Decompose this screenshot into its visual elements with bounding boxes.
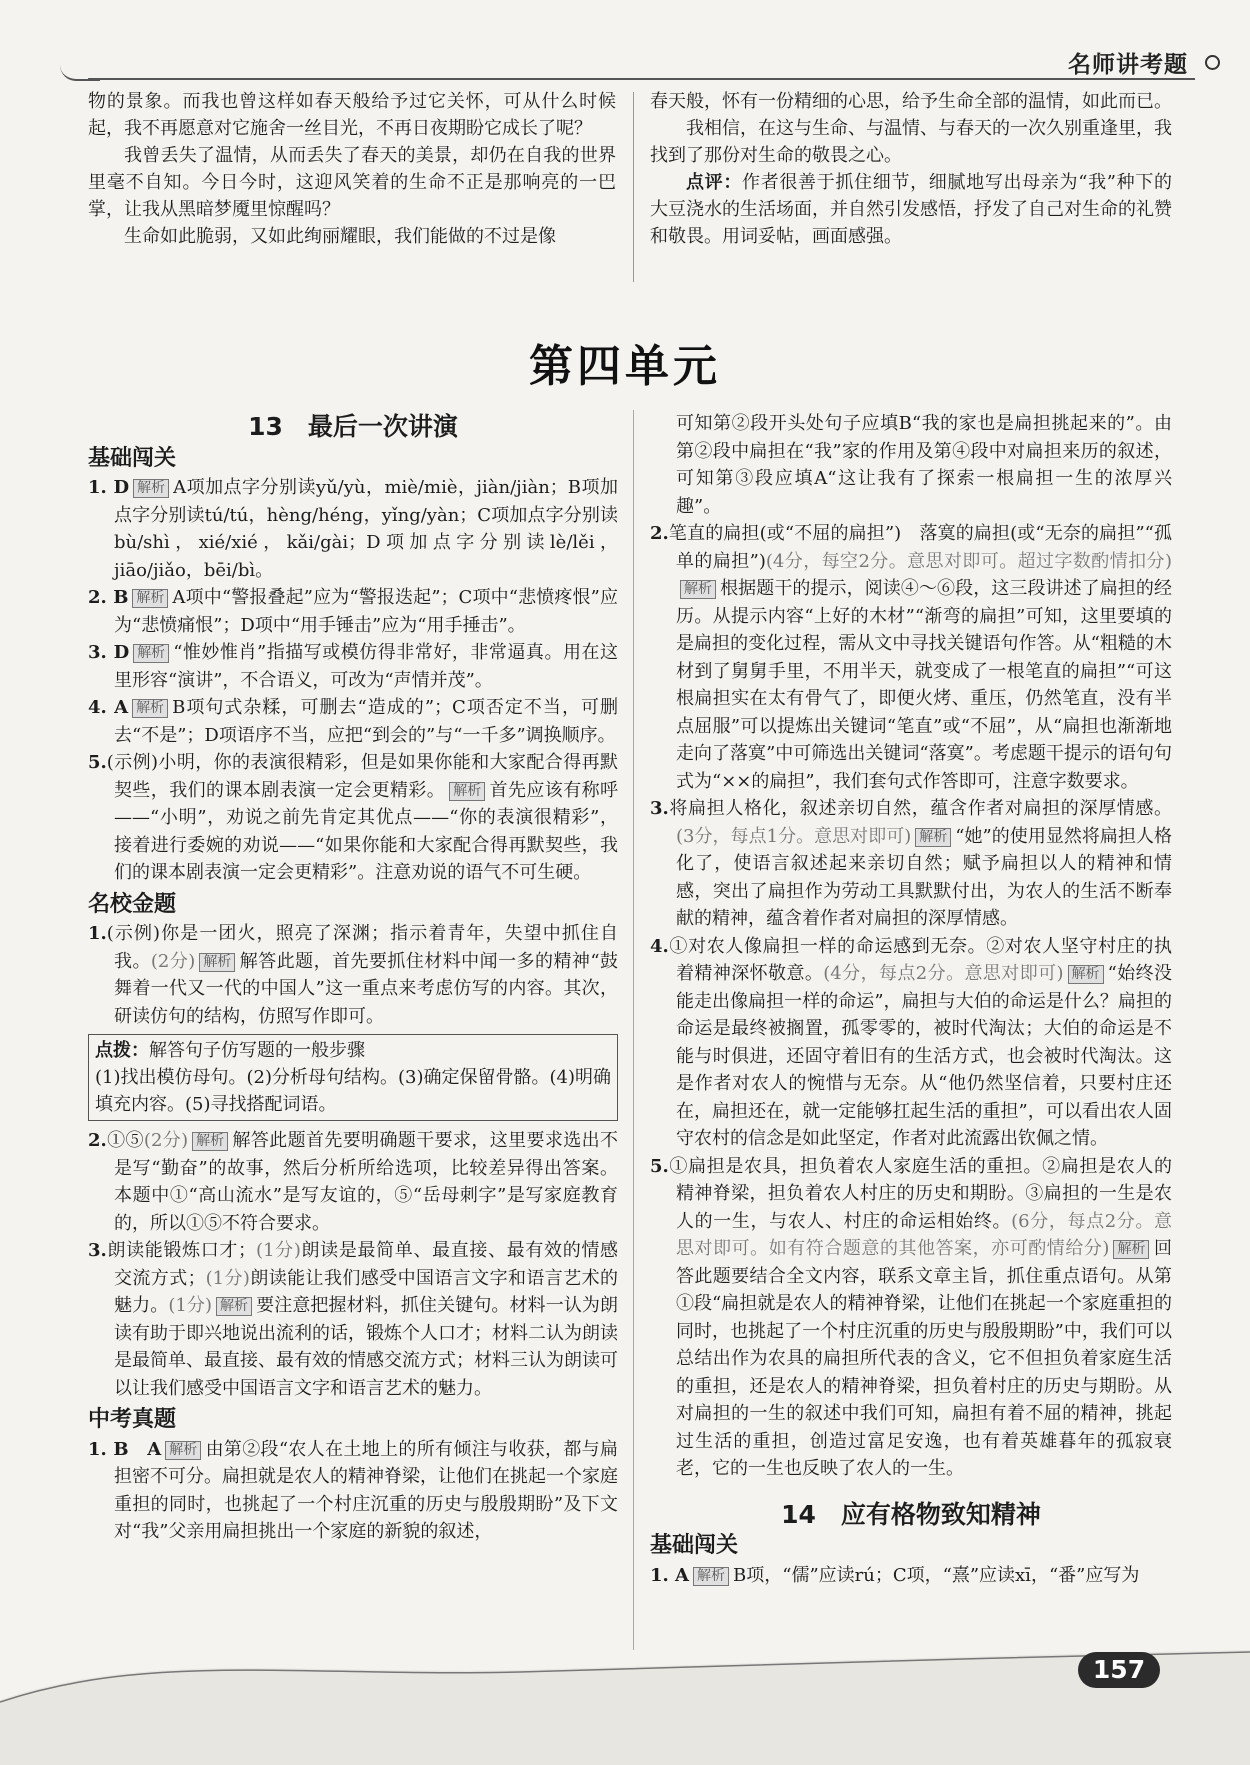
page-number: 157: [1078, 1652, 1160, 1688]
tip-box: [88, 1034, 618, 1121]
column-divider: [633, 410, 634, 1650]
answer-continuation: 可知第②段开头处句子应填B“我的家也是扁担挑起来的”。由第②段中扁担在“我”家的作用及第④段中对扁担来历的叙述，可知第③段应填A“这让我有了探索一根扁担一生的浓厚兴趣”。: [676, 413, 1172, 517]
unit-title: 第四单元: [529, 341, 721, 392]
answer-item: 2.笔直的扁担(或“不屈的扁担”) 落寞的扁担(或“无奈的扁担”“孤单的扁担”)(4分，每空2分。意思对即可。超过字数酌情扣分)解析 根据题干的提示，阅读④～⑥段，这三段讲述了扁担的经历。从提示内容“上好的木材”“渐弯的扁担”可知，这里要填的是扁担的变化过程，需从文中寻找关键语句作答。从“粗糙的木材到了舅舅手里，不用半天，就变成了一根笔直的扁担”“可这根扁担实在太有骨气了，即便火烤、重压，仍然笔直，没有半点屈服”可以提炼出关键词“笔直”或“不屈”，从“扁担也渐渐地走向了落寞”中可筛选出关键词“落寞”。考虑题干提示的语句句式为“××的扁担”，我们套句式作答即可，注意字数要求。: [650, 523, 1172, 792]
tip-steps: (1)找出模仿母句。(2)分析母句结构。(3)确定保留骨骼。(4)明确填充内容。(5)寻找搭配词语。: [95, 1067, 611, 1115]
analysis-tag: 解析: [216, 1297, 252, 1316]
section-basic: 基础闯关: [88, 445, 177, 471]
analysis-tag: 解析: [192, 1132, 228, 1151]
answer-item: 3.朗读能锻炼口才；(1分)朗读是最简单、最直接、最有效的情感交流方式；(1分)朗读能让我们感受中国语言文字和语言艺术的魅力。(1分) 解析 要注意把握材料，抓住关键句。材料一认为朗读有助于即兴地说出流利的话，锻炼个人口才；材料二认为朗读是最简单、最直接、最有效的情感交流方式；材料三认为朗读可以让我们感受中国语言文字和语言艺术的魅力。: [88, 1240, 619, 1399]
answer-item: 1. B A 解析 由第②段“农人在土地上的所有倾注与收获，都与扁担密不可分。扁担就是农人的精神脊梁，让他们在挑起一个家庭重担的同时，也挑起了一个村庄沉重的历史与殷殷期盼”及下文对“我”父亲用扁担挑出一个家庭的新貌的叙述，: [88, 1438, 618, 1542]
analysis-tag: 解析: [165, 1441, 201, 1460]
analysis-tag: 解析: [133, 479, 169, 498]
analysis-tag: 解析: [693, 1567, 729, 1586]
comment: [650, 169, 1172, 250]
answer-item: 4.①对农人像扁担一样的命运感到无奈。②对农人坚守村庄的执着精神深怀敬意。(4分，每点2分。意思对即可) 解析 “始终没能走出像扁担一样的命运”，扁担与大伯的命运是什么？扁担的命运是最终被搁置，孤零零的，被时代淘汰；大伯的命运是不能与时俱进，还固守着旧有的生活方式，也会被时代淘汰。这是作者对农人的惋惜与无奈。从“他仍然坚信着，只要村庄还在，扁担还在，就一定能够扛起生活的重担”，可以看出农人固守农村的信念是如此坚定，作者对此流露出钦佩之情。: [650, 935, 1172, 1149]
comment-label: 点评：: [686, 172, 743, 193]
column-divider: [633, 92, 634, 282]
analysis-tag: 解析: [915, 828, 951, 847]
answer-item: 1. A 解析 B项，“儒”应读rú；C项，“熹”应读xī，“番”应写为: [650, 1564, 1140, 1586]
page-bottom-wave: [0, 1630, 1250, 1765]
analysis-tag: 解析: [132, 589, 168, 608]
paragraph: 我相信，在这与生命、与温情、与春天的一次久别重逢里，我找到了那份对生命的敬畏之心。: [650, 118, 1172, 166]
paragraph: 春天般，怀有一份精细的心思，给予生命全部的温情，如此而已。: [650, 91, 1172, 112]
comment-text: 作者很善于抓住细节，细腻地写出母亲为“我”种下的大豆浇水的生活场面，并自然引发感悟，抒发了自己对生命的礼赞和敬畏。用词妥帖，画面感强。: [650, 172, 1172, 247]
right-column: [650, 410, 1172, 1589]
left-column: [88, 410, 618, 1546]
answer-item: 3.将扁担人格化，叙述亲切自然，蕴含作者对扁担的深厚情感。(3分，每点1分。意思对即可) 解析 “她”的使用显然将扁担人格化了，使语言叙述起来亲切自然；赋予扁担以人的精神和情感，突出了扁担作为劳动工具默默付出，为农人的生活不断奉献的精神，蕴含着作者对扁担的深厚情感。: [650, 798, 1172, 929]
answer-item: 2.①⑤(2分) 解析 解答此题首先要明确题干要求，这里要求选出不是写“勤奋”的故事，然后分析所给选项，比较差异得出答案。本题中①“高山流水”是写友谊的，⑤“岳母刺字”是写家庭教育的，所以①⑤不符合要求。: [88, 1130, 619, 1234]
header-rule: [88, 78, 1195, 80]
analysis-tag: 解析: [199, 953, 235, 972]
analysis-tag: 解析: [1113, 1240, 1149, 1259]
lesson-14-title: 14 应有格物致知精神: [781, 1499, 1041, 1529]
answer-item: 1. D 解析 A项加点字分别读yǔ/yù，miè/miè，jiàn/jiàn；B项加点字分别读tú/tú，hèng/héng，yǐng/yàn；C项加点字分别读bù/shì，xié/xié，kǎi/gài；D项加点字分别读lè/lěi，jiāo/jiǎo，bēi/bì。: [88, 477, 618, 581]
section-exam: 中考真题: [88, 1407, 177, 1432]
answer-item: 2. B 解析 A项中“警报叠起”应为“警报迭起”；C项中“悲愤疼恨”应为“悲愤痛恨”；D项中“用手锤击”应为“用手捶击”。: [88, 587, 618, 636]
analysis-tag: 解析: [449, 782, 485, 801]
top-left-column: [88, 88, 616, 250]
answer-item: 5.(示例)小明，你的表演很精彩，但是如果你能和大家配合得再默契些，我们的课本剧表演一定会更精彩。 解析 首先应该有称呼——“小明”，劝说之前先肯定其优点——“你的表演很精彩”，接着进行委婉的劝说——“如果你能和大家配合得再默契些，我们的课本剧表演一定会更精彩”。注意劝说的语气不可生硬。: [88, 752, 619, 883]
answer-item: 4. A 解析 B项句式杂糅，可删去“造成的”；C项否定不当，可删去“不是”；D项语序不当，应把“到会的”与“一千多”调换顺序。: [88, 697, 619, 746]
section-school: 名校金题: [88, 891, 177, 917]
analysis-tag: 解析: [680, 580, 716, 599]
tip-title: 解答句子仿写题的一般步骤: [149, 1040, 365, 1061]
header-circle-icon: [1205, 55, 1220, 70]
analysis-tag: 解析: [1068, 965, 1104, 984]
section-basic-14: 基础闯关: [650, 1533, 739, 1558]
answer-item: 5.①扁担是农具，担负着农人家庭生活的重担。②扁担是农人的精神脊梁，担负着农人村庄的历史和期盼。③扁担的一生是农人的一生，与农人、村庄的命运相始终。(6分，每点2分。意思对即可。如有符合题意的其他答案，亦可酌情给分) 解析 回答此题要结合全文内容，联系文章主旨，抓住重点语句。从第①段“扁担就是农人的精神脊梁，让他们在挑起一个家庭重担的同时，也挑起了一个村庄沉重的历史与殷殷期盼”中，我们可以总结出作为农具的扁担所代表的含义，它不但担负着家庭生活的重担，还是农人的精神脊梁，担负着村庄的历史与期盼。从对扁担的一生的叙述中我们可知，扁担有着不屈的精神，挑起过生活的重担，创造过富足安逸，也有着英雄暮年的孤寂衰老，它的一生也反映了农人的一生。: [650, 1155, 1172, 1479]
answer-item: 3. D 解析 “惟妙惟肖”指描写或模仿得非常好，非常逼真。用在这里形容“演讲”，不合语义，可改为“声情并茂”。: [88, 642, 618, 691]
paragraph: 生命如此脆弱，又如此绚丽耀眼，我们能做的不过是像: [124, 226, 556, 247]
running-header: 名师讲考题: [1068, 52, 1188, 78]
lesson-13-title: 13 最后一次讲演: [248, 412, 458, 441]
analysis-tag: 解析: [133, 644, 169, 663]
paragraph: 物的景象。而我也曾这样如春天般给予过它关怀，可从什么时候起，我不再愿意对它施舍一丝目光，不再日夜期盼它成长了呢？: [88, 91, 616, 139]
tip-label: 点拨：: [95, 1040, 149, 1061]
analysis-tag: 解析: [132, 699, 168, 718]
answer-item: 1.(示例)你是一团火，照亮了深渊；指示着青年，失望中抓住自我。(2分) 解析 解答此题，首先要抓住材料中闻一多的精神“鼓舞着一代又一代的中国人”这一重点来考虑仿写的内容。其次，研读仿句的结构，仿照写作即可。: [88, 923, 619, 1027]
paragraph: 我曾丢失了温情，从而丢失了春天的美景，却仍在自我的世界里毫不自知。今日今时，这迎风笑着的生命不正是那响亮的一巴掌，让我从黑暗梦魇里惊醒吗？: [88, 145, 616, 220]
top-right-column: [650, 88, 1172, 250]
